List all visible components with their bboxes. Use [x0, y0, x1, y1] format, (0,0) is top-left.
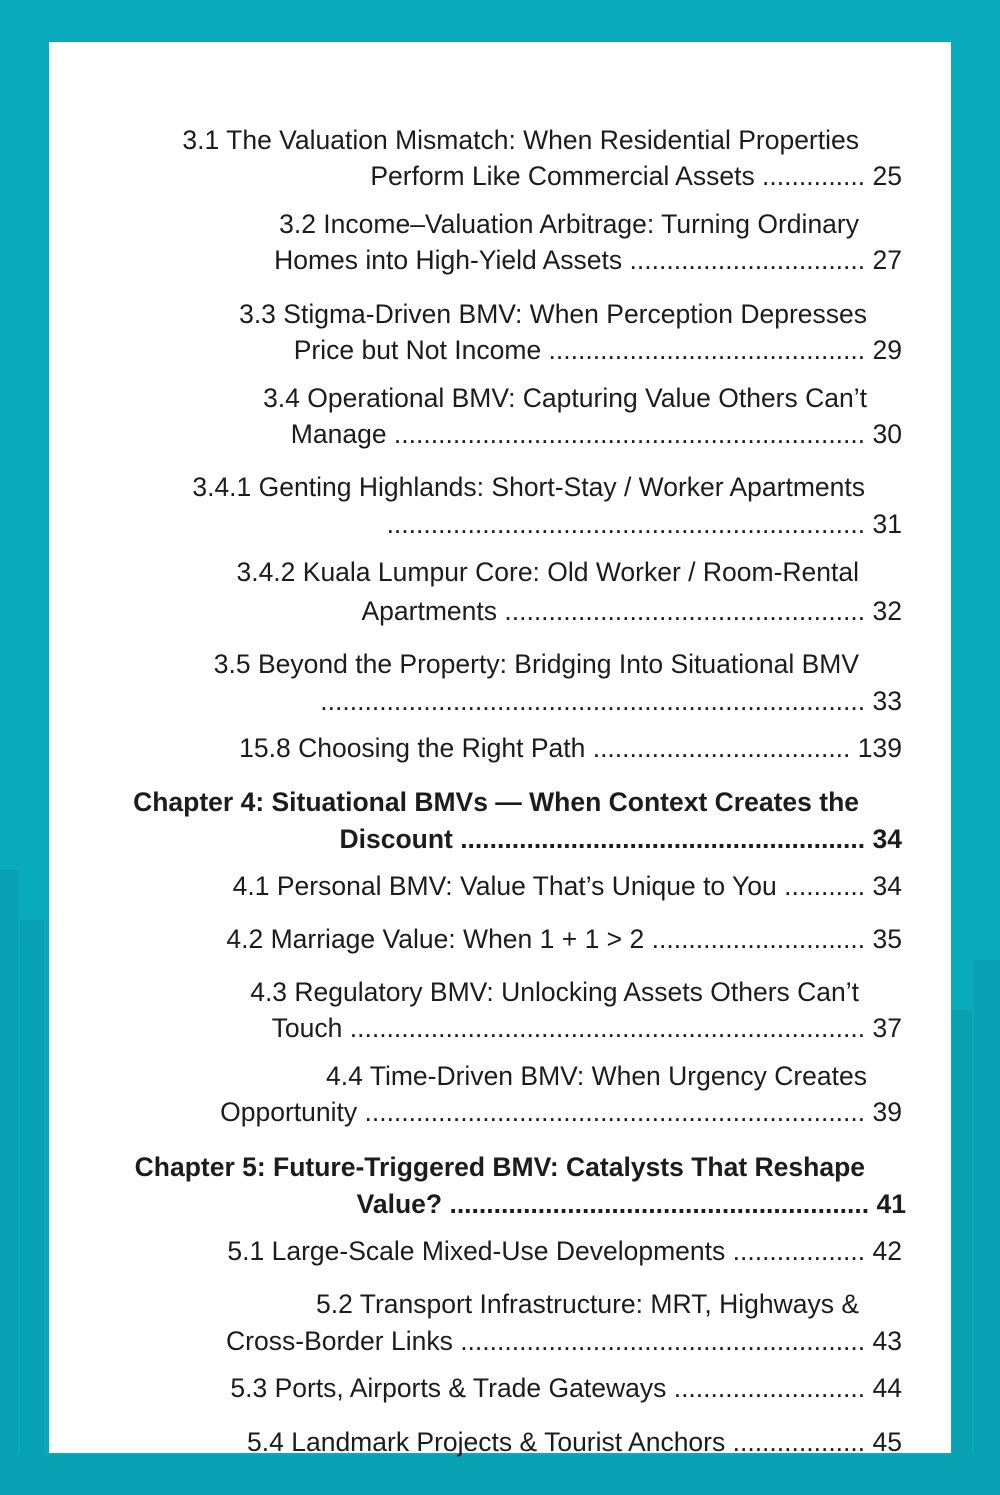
toc-page-number: 29 [872, 335, 902, 365]
toc-page-number: 34 [872, 871, 902, 901]
toc-page-number: 42 [872, 1236, 902, 1266]
toc-page-number: 35 [872, 924, 902, 954]
toc-entry-title: 4.1 Personal BMV: Value That’s Unique to You ........... [232, 871, 866, 901]
toc-entry-title: 3.2 Income–Valuation Arbitrage: Turning Ordinary [279, 209, 859, 239]
toc-entry-title: 3.3 Stigma-Driven BMV: When Perception Depresses [239, 299, 867, 329]
toc-page-number: 139 [857, 733, 902, 763]
toc-entry-title: 5.1 Large-Scale Mixed-Use Developments .................. [227, 1236, 866, 1266]
toc-entry-title: 5.2 Transport Infrastructure: MRT, Highways & [316, 1289, 859, 1319]
toc-entry-title: 5.4 Landmark Projects & Tourist Anchors .................. [247, 1427, 866, 1457]
toc-page-number: 41 [876, 1189, 906, 1219]
toc-entry-title: 4.4 Time-Driven BMV: When Urgency Creates [326, 1061, 867, 1091]
toc-entry-title-cont: Cross-Border Links ....................................................... [226, 1326, 866, 1356]
toc-page-number: 33 [872, 686, 902, 716]
table-of-contents [49, 42, 951, 1457]
toc-entry-title: 4.3 Regulatory BMV: Unlocking Assets Others Can’t [250, 977, 859, 1007]
toc-entry-title: 3.5 Beyond the Property: Bridging Into Situational BMV [213, 649, 859, 679]
toc-entry-title: 4.2 Marriage Value: When 1 + 1 > 2 ............................. [226, 924, 866, 954]
toc-entry-title: 3.1 The Valuation Mismatch: When Residential Properties [182, 125, 859, 155]
toc-page-number: 43 [872, 1326, 902, 1356]
toc-page-number: 45 [872, 1427, 902, 1457]
toc-chapter-title: Chapter 5: Future-Triggered BMV: Catalysts That Reshape [134, 1152, 865, 1182]
toc-page-number: 32 [872, 596, 902, 626]
toc-page-number: 44 [872, 1373, 902, 1403]
toc-entry-title: 3.4 Operational BMV: Capturing Value Others Can’t [263, 383, 867, 413]
toc-page [49, 42, 951, 1457]
toc-page-number: 37 [872, 1013, 902, 1043]
toc-entry-title-cont: Homes into High-Yield Assets ................................ [274, 245, 866, 275]
toc-entry-title-cont: Touch ...................................................................... [271, 1013, 866, 1043]
toc-page-number: 31 [872, 509, 902, 539]
toc-entry-title: 5.3 Ports, Airports & Trade Gateways .......................... [230, 1373, 866, 1403]
toc-entry-title-cont: Opportunity .................................................................... [220, 1097, 866, 1127]
toc-chapter-title-cont: Discount ....................................................... [339, 824, 866, 854]
toc-page-number: 39 [872, 1097, 902, 1127]
toc-page-number: 34 [872, 824, 902, 854]
toc-chapter-title-cont: Value? ......................................................... [356, 1189, 870, 1219]
toc-entry-title-cont: ................................................................. [386, 509, 866, 539]
toc-entry-title: 15.8 Choosing the Right Path ................................... [239, 733, 851, 763]
toc-page-number: 27 [872, 245, 902, 275]
toc-entry-title-cont: .......................................................................... [320, 686, 866, 716]
toc-entry-title: 3.4.1 Genting Highlands: Short-Stay / Worker Apartments [192, 472, 865, 502]
toc-page-number: 30 [872, 419, 902, 449]
toc-chapter-title: Chapter 4: Situational BMVs — When Context Creates the [133, 787, 859, 817]
toc-page-number: 25 [872, 161, 902, 191]
toc-entry-title-cont: Perform Like Commercial Assets .............. [370, 161, 866, 191]
toc-entry-title-cont: Apartments ................................................. [361, 596, 866, 626]
toc-entry-title-cont: Price but Not Income ........................................... [293, 335, 866, 365]
toc-entry-title-cont: Manage ................................................................ [290, 419, 866, 449]
toc-entry-title: 3.4.2 Kuala Lumpur Core: Old Worker / Room-Rental [236, 557, 859, 587]
